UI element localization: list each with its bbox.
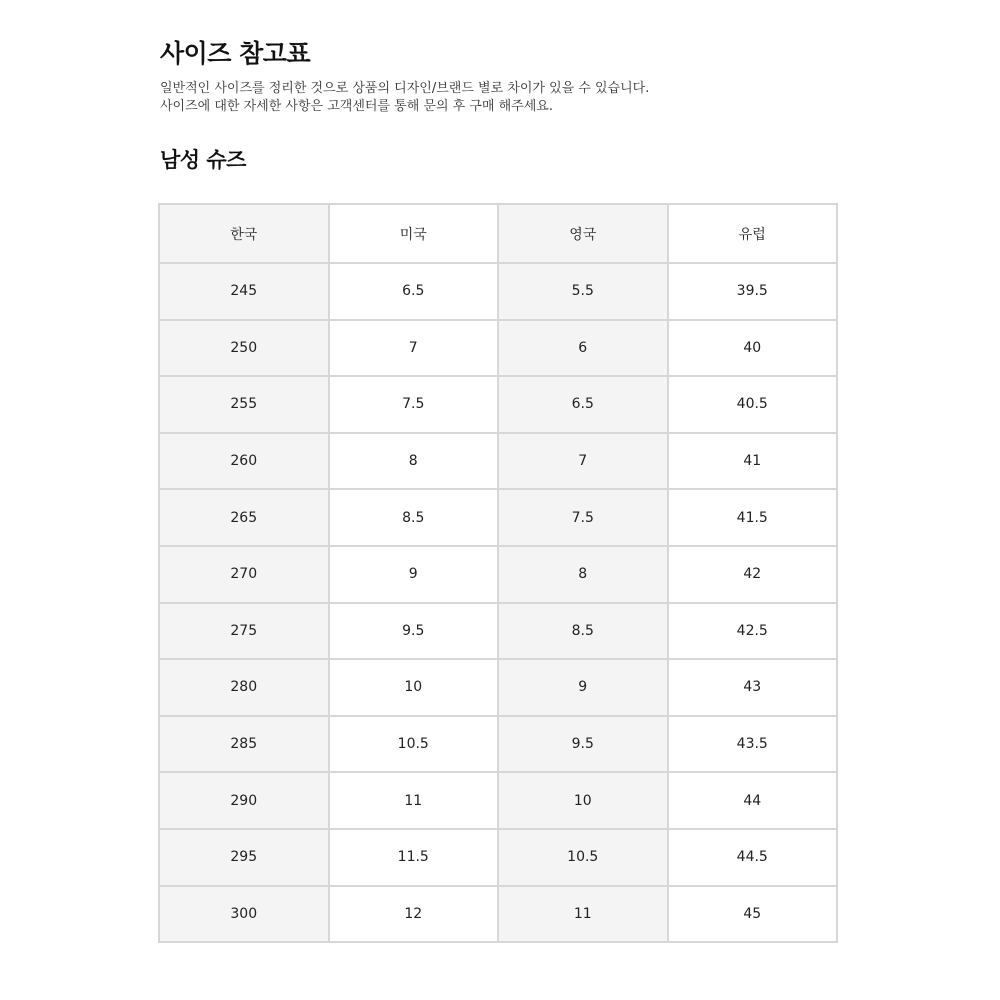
size-cell-europe: 45 <box>668 886 838 943</box>
size-cell-uk: 10.5 <box>498 829 668 886</box>
size-cell-europe: 42 <box>668 546 838 603</box>
table-row <box>159 546 837 603</box>
size-cell-usa: 9 <box>329 546 499 603</box>
section-title: 남성 슈즈 <box>160 148 246 172</box>
table-row <box>159 376 837 433</box>
size-cell-uk: 8.5 <box>498 603 668 660</box>
table-row <box>159 886 837 943</box>
size-cell-europe: 41.5 <box>668 489 838 546</box>
column-header-usa: 미국 <box>329 204 499 263</box>
column-header-korea: 한국 <box>159 204 329 263</box>
size-cell-korea: 285 <box>159 716 329 773</box>
size-cell-usa: 6.5 <box>329 263 499 320</box>
table-row <box>159 659 837 716</box>
size-cell-europe: 44.5 <box>668 829 838 886</box>
table-body <box>159 263 837 942</box>
column-header-europe: 유럽 <box>668 204 838 263</box>
size-cell-korea: 245 <box>159 263 329 320</box>
table-row <box>159 829 837 886</box>
size-table <box>158 203 838 943</box>
size-cell-korea: 265 <box>159 489 329 546</box>
size-cell-europe: 40.5 <box>668 376 838 433</box>
size-cell-usa: 12 <box>329 886 499 943</box>
table-row <box>159 716 837 773</box>
size-cell-europe: 39.5 <box>668 263 838 320</box>
size-cell-uk: 8 <box>498 546 668 603</box>
size-cell-europe: 42.5 <box>668 603 838 660</box>
size-cell-korea: 250 <box>159 320 329 377</box>
table-row <box>159 320 837 377</box>
table-row <box>159 603 837 660</box>
size-cell-europe: 43 <box>668 659 838 716</box>
size-cell-uk: 9 <box>498 659 668 716</box>
size-cell-uk: 5.5 <box>498 263 668 320</box>
size-cell-usa: 7.5 <box>329 376 499 433</box>
size-cell-usa: 7 <box>329 320 499 377</box>
size-cell-uk: 6.5 <box>498 376 668 433</box>
size-cell-korea: 280 <box>159 659 329 716</box>
table-row <box>159 433 837 490</box>
size-cell-europe: 40 <box>668 320 838 377</box>
table-row <box>159 489 837 546</box>
size-cell-europe: 41 <box>668 433 838 490</box>
table-header-row <box>159 204 837 263</box>
size-cell-korea: 295 <box>159 829 329 886</box>
column-header-uk: 영국 <box>498 204 668 263</box>
size-cell-usa: 11.5 <box>329 829 499 886</box>
size-cell-uk: 10 <box>498 772 668 829</box>
size-cell-usa: 11 <box>329 772 499 829</box>
size-cell-korea: 260 <box>159 433 329 490</box>
size-cell-usa: 10.5 <box>329 716 499 773</box>
description-line: 사이즈에 대한 자세한 사항은 고객센터를 통해 문의 후 구매 해주세요. <box>160 99 553 114</box>
table-row <box>159 263 837 320</box>
size-cell-usa: 8.5 <box>329 489 499 546</box>
size-cell-usa: 9.5 <box>329 603 499 660</box>
size-cell-europe: 43.5 <box>668 716 838 773</box>
size-cell-usa: 8 <box>329 433 499 490</box>
size-cell-korea: 290 <box>159 772 329 829</box>
size-cell-korea: 255 <box>159 376 329 433</box>
size-cell-uk: 11 <box>498 886 668 943</box>
size-cell-usa: 10 <box>329 659 499 716</box>
size-cell-uk: 6 <box>498 320 668 377</box>
size-guide-description <box>160 80 649 116</box>
page-title: 사이즈 참고표 <box>160 39 311 68</box>
table-row <box>159 772 837 829</box>
size-cell-europe: 44 <box>668 772 838 829</box>
description-line: 일반적인 사이즈를 정리한 것으로 상품의 디자인/브랜드 별로 차이가 있을 수 있습니다. <box>160 81 650 96</box>
size-cell-uk: 7 <box>498 433 668 490</box>
size-cell-uk: 7.5 <box>498 489 668 546</box>
size-cell-korea: 300 <box>159 886 329 943</box>
size-cell-korea: 270 <box>159 546 329 603</box>
size-cell-uk: 9.5 <box>498 716 668 773</box>
size-cell-korea: 275 <box>159 603 329 660</box>
